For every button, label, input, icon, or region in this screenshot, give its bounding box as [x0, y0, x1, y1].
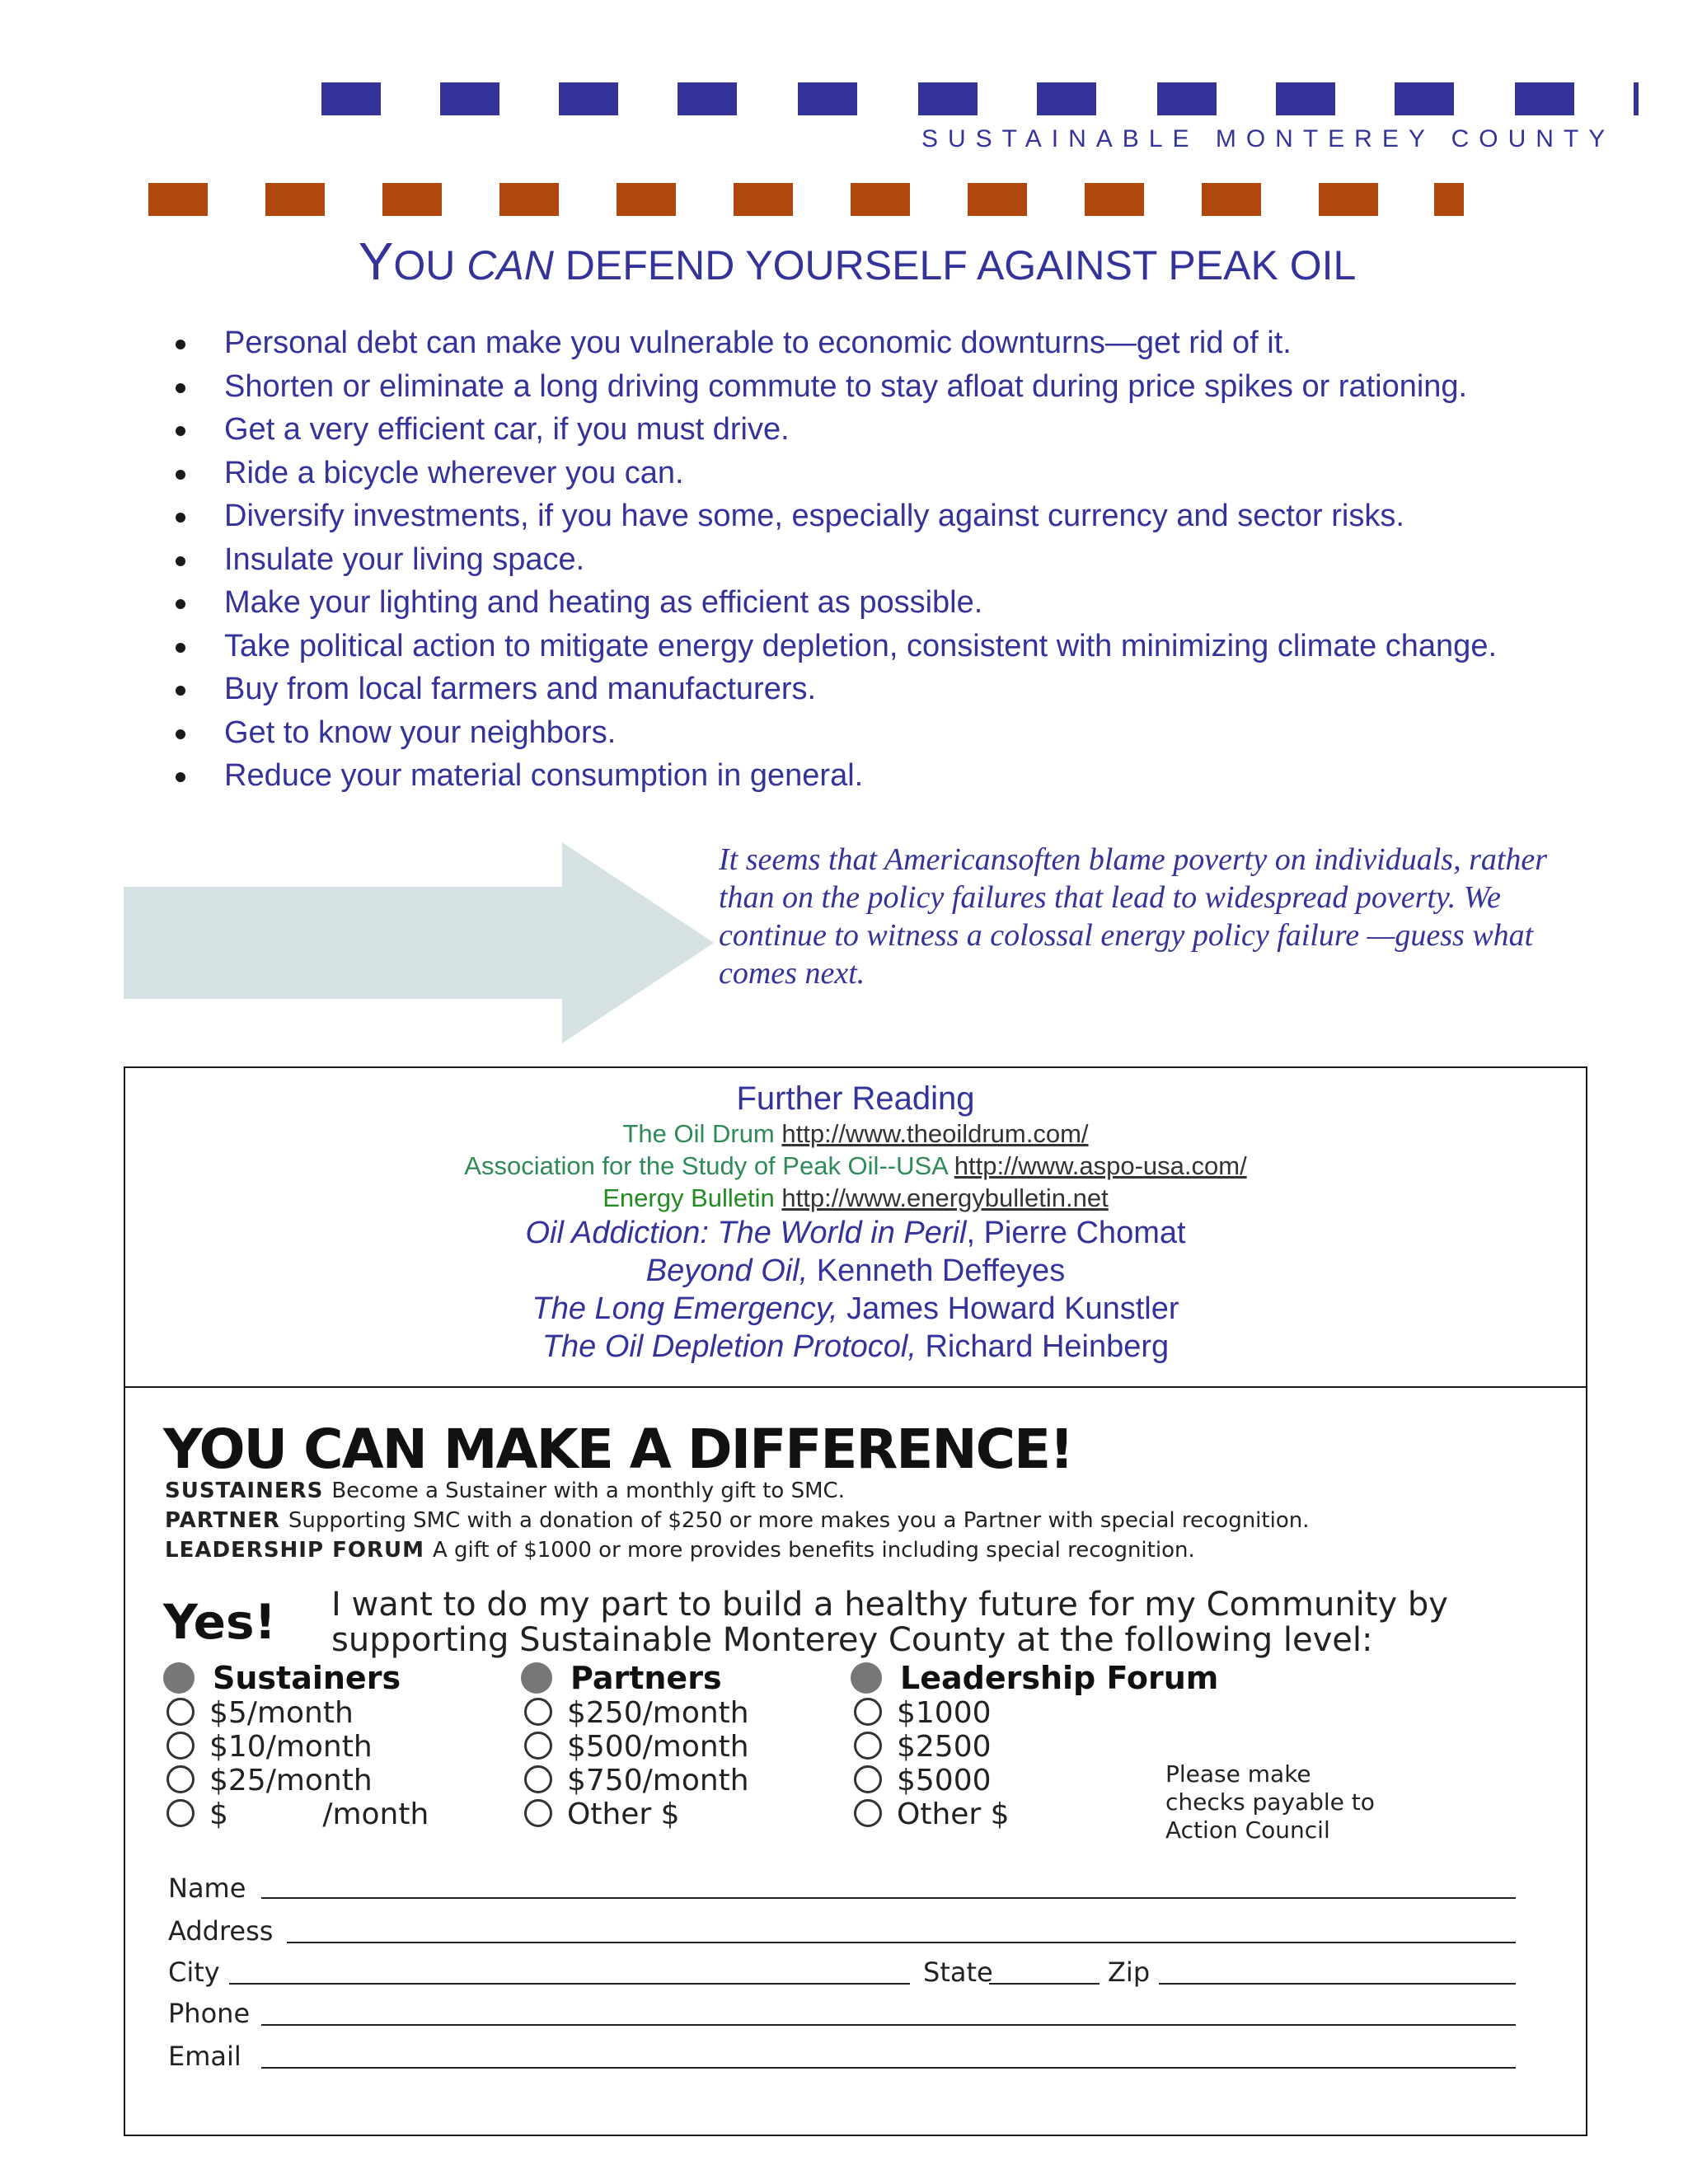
column-heading	[163, 1660, 429, 1696]
pledge-text: I want to do my part to build a healthy future for my Community by supporting Sustainable Monterey County at the following level:	[331, 1586, 1448, 1659]
bullet-icon	[176, 556, 185, 566]
list-item	[169, 453, 1570, 494]
list-item	[169, 410, 1570, 450]
radio-label: $10/month	[209, 1730, 373, 1764]
radio-label: $ /month	[209, 1797, 429, 1831]
check-payable-note: Please make checks payable to Action Council	[1165, 1760, 1375, 1844]
tier-label: LEADERSHIP FORUM	[165, 1538, 424, 1563]
orange-square	[1319, 183, 1378, 216]
site-name: Energy Bulletin	[603, 1183, 775, 1212]
radio-option[interactable]	[163, 1696, 429, 1730]
radio-label: $5000	[897, 1764, 992, 1797]
list-item	[169, 583, 1570, 623]
reading-site	[125, 1182, 1586, 1214]
reading-site	[125, 1150, 1586, 1182]
bullet-icon	[176, 426, 185, 436]
blue-square	[1276, 82, 1335, 115]
orange-square	[968, 183, 1027, 216]
book-author: Richard Heinberg	[916, 1329, 1170, 1364]
tier-text: A gift of $1000 or more provides benefits including special recognition.	[432, 1538, 1195, 1563]
list-item-text: Insulate your living space.	[224, 541, 585, 577]
radio-label: $25/month	[209, 1764, 373, 1797]
radio-circle-icon[interactable]	[166, 1732, 195, 1760]
radio-label: $750/month	[567, 1764, 749, 1797]
orange-square	[1202, 183, 1261, 216]
reading-book	[125, 1328, 1586, 1366]
radio-option[interactable]	[851, 1797, 1218, 1831]
list-item	[169, 367, 1570, 407]
book-title: Beyond Oil,	[645, 1254, 809, 1288]
radio-label: Other $	[897, 1797, 1010, 1831]
donation-form	[124, 1388, 1587, 2136]
list-item-text: Get to know your neighbors.	[224, 715, 617, 750]
radio-option[interactable]	[521, 1696, 749, 1730]
address-field[interactable]	[287, 1942, 1516, 1943]
list-item	[169, 540, 1570, 580]
blue-square	[1515, 82, 1574, 115]
column-heading-label: Leadership Forum	[900, 1660, 1219, 1696]
email-label: Email	[168, 2041, 241, 2072]
book-title: Oil Addiction: The World in Peril	[525, 1216, 967, 1250]
list-item-text: Take political action to mitigate energy depletion, consistent with minimizing climate change.	[224, 628, 1498, 663]
phone-label: Phone	[168, 1998, 251, 2029]
blue-square	[918, 82, 978, 115]
orange-square	[1085, 183, 1144, 216]
radio-option[interactable]	[163, 1797, 429, 1831]
phone-field[interactable]	[261, 2024, 1516, 2026]
bullet-icon	[176, 686, 185, 696]
further-reading-box	[124, 1066, 1587, 1388]
radio-option[interactable]	[521, 1764, 749, 1797]
name-field[interactable]	[261, 1897, 1516, 1899]
tier-description	[165, 1538, 1195, 1563]
zip-label: Zip	[1108, 1957, 1151, 1988]
state-label: State	[923, 1957, 993, 1988]
headline-initial: Y	[358, 232, 394, 291]
reading-book	[125, 1214, 1586, 1252]
blue-square	[559, 82, 618, 115]
radio-circle-icon[interactable]	[166, 1698, 195, 1726]
column-heading-label: Sustainers	[213, 1660, 401, 1696]
leadership-column	[851, 1660, 1218, 1831]
address-label: Address	[168, 1915, 274, 1947]
radio-circle-icon[interactable]	[524, 1698, 552, 1726]
book-author: Kenneth Deffeyes	[808, 1254, 1066, 1288]
list-item	[169, 496, 1570, 537]
filled-circle-icon	[163, 1662, 195, 1694]
radio-circle-icon[interactable]	[166, 1799, 195, 1827]
tips-list	[169, 323, 1570, 818]
headline-emphasis: CAN	[467, 242, 554, 288]
bullet-icon	[176, 599, 185, 609]
radio-circle-icon[interactable]	[854, 1765, 882, 1793]
tier-text: Become a Sustainer with a monthly gift to SMC.	[331, 1479, 845, 1503]
radio-option[interactable]	[521, 1797, 749, 1831]
blue-square	[440, 82, 499, 115]
blue-square	[1157, 82, 1217, 115]
list-item-text: Diversify investments, if you have some, especially against currency and sector risks.	[224, 499, 1404, 533]
arrow-icon	[124, 842, 717, 1043]
list-item	[169, 669, 1570, 710]
list-item	[169, 756, 1570, 796]
radio-circle-icon[interactable]	[166, 1765, 195, 1793]
pull-quote: It seems that Americansoften blame poverty on individuals, rather than on the policy failures that lead to widespread poverty. We continue to witness a colossal energy policy failure —guess what comes next.	[719, 842, 1548, 991]
tier-description	[165, 1479, 845, 1503]
partners-column	[521, 1660, 749, 1831]
blue-square-edge	[1634, 82, 1639, 115]
state-field[interactable]	[989, 1983, 1100, 1985]
tier-text: Supporting SMC with a donation of $250 or more makes you a Partner with special recognition.	[288, 1508, 1310, 1533]
radio-label: $2500	[897, 1730, 992, 1764]
reading-book	[125, 1252, 1586, 1290]
zip-field[interactable]	[1159, 1983, 1516, 1985]
column-heading	[851, 1660, 1218, 1696]
radio-option[interactable]	[163, 1764, 429, 1797]
book-title: The Oil Depletion Protocol,	[542, 1329, 917, 1364]
site-link[interactable]: http://www.theoildrum.com/	[781, 1119, 1089, 1148]
filled-circle-icon	[851, 1662, 882, 1694]
book-title: The Long Emergency,	[532, 1291, 838, 1326]
bullet-icon	[176, 340, 185, 349]
radio-option[interactable]	[521, 1730, 749, 1764]
reading-site	[125, 1118, 1586, 1150]
blue-square	[798, 82, 857, 115]
tier-description	[165, 1508, 1309, 1533]
list-item-text: Ride a bicycle wherever you can.	[224, 455, 684, 490]
site-name: Association for the Study of Peak Oil--USA	[464, 1151, 948, 1180]
radio-circle-icon[interactable]	[854, 1698, 882, 1726]
bullet-icon	[176, 772, 185, 782]
list-item-text: Buy from local farmers and manufacturers.	[224, 672, 817, 706]
radio-circle-icon[interactable]	[524, 1765, 552, 1793]
radio-circle-icon[interactable]	[854, 1732, 882, 1760]
radio-label: $1000	[897, 1696, 992, 1730]
orange-square	[148, 183, 208, 216]
headline-part: OU	[393, 242, 467, 288]
blue-square	[1037, 82, 1096, 115]
radio-label: Other $	[567, 1797, 680, 1831]
email-field[interactable]	[261, 2067, 1516, 2069]
blue-square	[678, 82, 737, 115]
further-reading-title: Further Reading	[736, 1080, 975, 1117]
blue-square	[321, 82, 381, 115]
headline-part: DEFEND YOURSELF AGAINST PEAK OIL	[553, 242, 1357, 288]
column-heading-label: Partners	[570, 1660, 722, 1696]
sustainers-column	[163, 1660, 429, 1831]
bullet-icon	[176, 513, 185, 523]
orange-square	[1434, 183, 1464, 216]
column-heading	[521, 1660, 749, 1696]
city-field[interactable]	[229, 1983, 910, 1985]
list-item-text: Reduce your material consumption in general.	[224, 758, 864, 793]
site-link[interactable]: http://www.aspo-usa.com/	[954, 1151, 1247, 1180]
bullet-icon	[176, 470, 185, 480]
bullet-icon	[176, 643, 185, 653]
list-item-text: Get a very efficient car, if you must drive.	[224, 412, 790, 447]
arrow-shape	[124, 842, 714, 1043]
yes-heading: Yes!	[163, 1594, 276, 1650]
radio-option[interactable]	[851, 1730, 1218, 1764]
radio-label: $5/month	[209, 1696, 354, 1730]
orange-square	[734, 183, 793, 216]
radio-circle-icon[interactable]	[524, 1799, 552, 1827]
name-label: Name	[168, 1872, 246, 1904]
site-name: The Oil Drum	[622, 1119, 775, 1148]
filled-circle-icon	[521, 1662, 552, 1694]
list-item-text: Shorten or eliminate a long driving commute to stay afloat during price spikes or rationing.	[224, 368, 1468, 404]
orange-square	[851, 183, 910, 216]
donation-title: YOU CAN MAKE A DIFFERENCE!	[163, 1418, 1073, 1481]
book-author: James Howard Kunstler	[837, 1291, 1179, 1326]
reading-book	[125, 1290, 1586, 1328]
city-label: City	[168, 1957, 220, 1988]
list-item-text: Make your lighting and heating as efficient as possible.	[224, 585, 983, 620]
orange-square	[265, 183, 325, 216]
radio-option[interactable]	[851, 1764, 1218, 1797]
tier-label: PARTNER	[165, 1508, 280, 1533]
list-item	[169, 626, 1570, 667]
radio-label: $250/month	[567, 1696, 749, 1730]
book-author: , Pierre Chomat	[966, 1216, 1186, 1250]
radio-option[interactable]	[851, 1696, 1218, 1730]
list-item	[169, 323, 1570, 363]
site-link[interactable]: http://www.energybulletin.net	[781, 1183, 1109, 1212]
orange-square	[617, 183, 676, 216]
page-title	[0, 231, 1688, 292]
orange-square	[499, 183, 559, 216]
tier-label: SUSTAINERS	[165, 1479, 324, 1503]
org-name: SUSTAINABLE MONTEREY COUNTY	[921, 125, 1615, 152]
list-item	[169, 713, 1570, 753]
radio-label: $500/month	[567, 1730, 749, 1764]
list-item-text: Personal debt can make you vulnerable to economic downturns—get rid of it.	[224, 326, 1292, 360]
bullet-icon	[176, 383, 185, 393]
radio-circle-icon[interactable]	[854, 1799, 882, 1827]
orange-square	[382, 183, 442, 216]
blue-square	[1395, 82, 1454, 115]
radio-option[interactable]	[163, 1730, 429, 1764]
bullet-icon	[176, 729, 185, 739]
radio-circle-icon[interactable]	[524, 1732, 552, 1760]
